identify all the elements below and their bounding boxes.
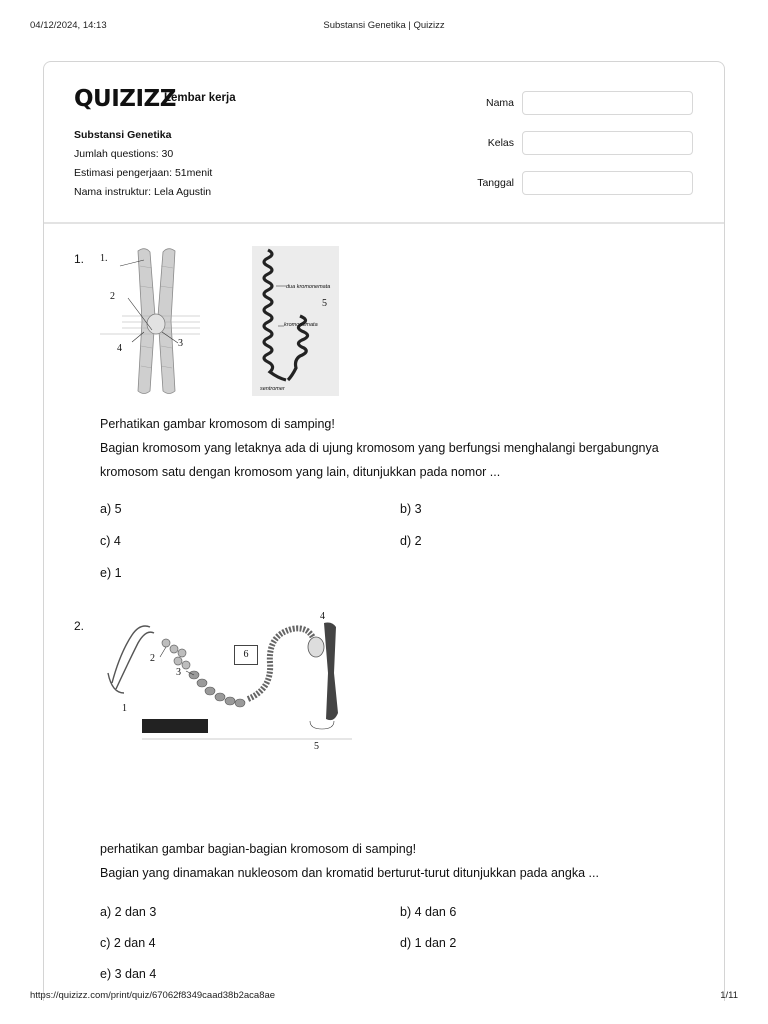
option-e[interactable]: e) 1	[100, 566, 122, 580]
instructor: Nama instruktur: Lela Agustin	[74, 186, 212, 198]
figure-label: 1	[122, 703, 127, 714]
student-fields	[464, 91, 694, 211]
field-nama	[464, 91, 694, 131]
figure-label: 5	[314, 741, 319, 752]
question-number: 2.	[74, 619, 85, 633]
logo-subtitle: Lembar kerja	[164, 92, 236, 104]
quiz-meta	[74, 126, 212, 202]
duration: Estimasi pengerjaan: 51menit	[74, 167, 213, 179]
nama-input[interactable]	[522, 91, 693, 115]
tanggal-input[interactable]	[522, 171, 693, 195]
question-text	[100, 837, 700, 885]
option-d[interactable]: d) 1 dan 2	[400, 936, 457, 950]
quizizz-logo: QUIZIZZ	[74, 86, 176, 112]
option-c[interactable]: c) 2 dan 4	[100, 936, 156, 950]
worksheet	[43, 61, 725, 1001]
field-tanggal	[464, 171, 694, 211]
option-b[interactable]: b) 3	[400, 502, 422, 516]
question-text	[100, 412, 700, 484]
chromosome-illustration	[100, 246, 215, 396]
chromosome-figure	[100, 246, 215, 396]
questions-count: Jumlah questions: 30	[74, 148, 174, 160]
figure-label: 1.	[100, 253, 108, 264]
figure-caption: kromonemata	[284, 322, 318, 328]
print-date: 04/12/2024, 14:13	[30, 20, 107, 31]
print-url[interactable]: https://quizizz.com/print/quiz/67062f8349caad38b2aca8ae	[30, 990, 276, 1001]
question-1	[44, 252, 724, 592]
question-line: perhatikan gambar bagian-bagian kromosom di samping!	[100, 842, 417, 856]
question-line: Perhatikan gambar kromosom di samping!	[100, 417, 335, 431]
question-2	[44, 611, 724, 981]
figure-label: 6	[234, 645, 258, 665]
dna-to-chromosome-figure	[102, 613, 352, 753]
figure-caption: sentromer	[260, 386, 285, 392]
print-footer	[30, 990, 738, 1002]
question-line: kromosom satu dengan kromosom yang lain, ditunjukkan pada nomor ...	[100, 465, 501, 479]
question-number: 1.	[74, 252, 85, 266]
option-b[interactable]: b) 4 dan 6	[400, 905, 457, 919]
figure-label: 3	[178, 338, 183, 349]
kelas-input[interactable]	[522, 131, 693, 155]
figure-label: 4	[117, 343, 122, 354]
field-label: Tanggal	[477, 177, 514, 189]
figure-label: 3	[176, 667, 181, 678]
dna-packaging-illustration	[102, 613, 352, 753]
option-e[interactable]: e) 3 dan 4	[100, 967, 157, 981]
figure-label: 5	[322, 298, 327, 309]
question-line: Bagian kromosom yang letaknya ada di ujung kromosom yang berfungsi menghalangi bergabungnya	[100, 441, 659, 455]
field-kelas	[464, 131, 694, 171]
print-header	[30, 20, 738, 32]
figure-caption: dua kromonemata	[286, 284, 331, 290]
option-a[interactable]: a) 5	[100, 502, 122, 516]
page-number: 1/11	[720, 990, 738, 1001]
option-c[interactable]: c) 4	[100, 534, 121, 548]
chromonema-figure	[252, 246, 339, 396]
option-a[interactable]: a) 2 dan 3	[100, 905, 157, 919]
question-line: Bagian yang dinamakan nukleosom dan kromatid berturut-turut ditunjukkan pada angka ...	[100, 866, 599, 880]
field-label: Nama	[485, 97, 514, 109]
field-label: Kelas	[487, 137, 514, 149]
worksheet-header	[44, 62, 724, 224]
option-d[interactable]: d) 2	[400, 534, 422, 548]
figure-label: 4	[320, 611, 325, 622]
quiz-title: Substansi Genetika	[74, 129, 172, 141]
print-title: Substansi Genetika | Quizizz	[323, 20, 445, 31]
figure-label: 2	[110, 291, 115, 302]
figure-label: 2	[150, 653, 155, 664]
chromonema-illustration	[252, 246, 339, 396]
